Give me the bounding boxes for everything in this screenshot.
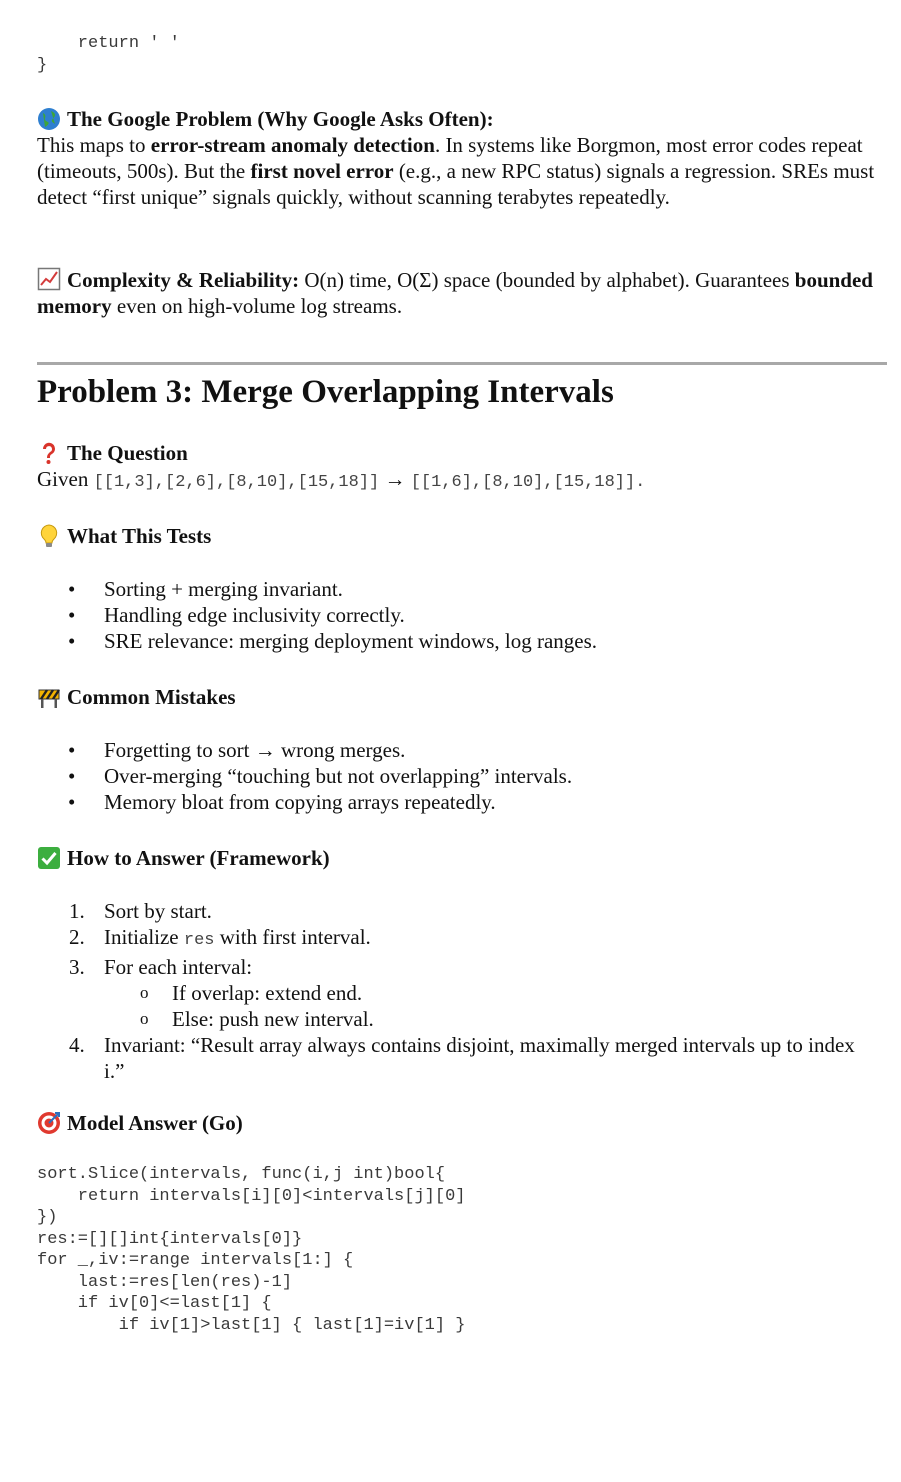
question-text — [37, 466, 887, 496]
code-inline: [[1,6],[8,10],[15,18]] — [410, 473, 636, 492]
text: . In systems like Borgmon, most error codes repeat (timeouts, 500s). But the — [37, 133, 863, 183]
code-line: return intervals[i][0]<intervals[j][0] — [37, 1186, 466, 1206]
list-item: • SRE relevance: merging deployment windows, log ranges. — [37, 628, 887, 654]
framework-section — [37, 845, 887, 1084]
model-answer-section — [37, 1110, 887, 1336]
heading-text: What This Tests — [67, 524, 212, 548]
check-mark-button-icon — [37, 846, 61, 870]
list-item: • Over-merging “touching but not overlapping” intervals. — [37, 763, 887, 789]
code-line: sort.Slice(intervals, func(i,j int)bool{ — [37, 1165, 446, 1184]
question-mark-icon — [37, 441, 61, 465]
text: O(n) time, O(Σ) space (bounded by alphabet). Guarantees — [299, 268, 795, 292]
complexity-paragraph — [37, 267, 887, 319]
complexity-heading: Complexity & Reliability: — [67, 268, 300, 292]
list-item: • Sorting + merging invariant. — [37, 576, 887, 602]
text: even on high-volume log streams. — [111, 294, 403, 318]
list-item: • Memory bloat from copying arrays repeatedly. — [37, 789, 887, 815]
list-item: • Forgetting to sort → wrong merges. — [37, 737, 887, 763]
code-line: if iv[1]>last[1] { last[1]=iv[1] } — [37, 1315, 466, 1335]
step-item — [37, 954, 887, 1032]
code-line: }) — [37, 1208, 58, 1227]
google-problem-section — [37, 106, 887, 210]
step-number: 4. — [69, 1033, 85, 1057]
step-number: 2. — [69, 925, 85, 949]
emphasis: error-stream anomaly detection — [150, 133, 435, 157]
step-item — [37, 924, 887, 954]
step-text: with first interval. — [214, 925, 371, 949]
page-title: Problem 3: Merge Overlapping Intervals — [37, 374, 614, 410]
heading-text: Model Answer (Go) — [67, 1111, 243, 1135]
heading-text: Common Mistakes — [67, 685, 236, 709]
text: (e.g., a new RPC status) signals a regression. SREs must detect “first unique” signals quickly, without scanning terabytes repeatedly. — [37, 159, 875, 209]
sub-steps — [37, 980, 887, 1032]
mistakes-section — [37, 684, 887, 815]
heading-text: How to Answer (Framework) — [67, 846, 330, 870]
step-number: 3. — [69, 955, 85, 979]
text: . — [635, 473, 646, 492]
framework-steps — [37, 898, 887, 1084]
code-line: for _,iv:=range intervals[1:] { — [37, 1251, 354, 1270]
heading-text: The Google Problem (Why Google Asks Often): — [67, 107, 494, 131]
mistakes-heading — [37, 684, 887, 710]
construction-barrier-icon — [37, 685, 61, 709]
step-text: Sort by start. — [104, 899, 212, 923]
google-problem-heading — [37, 106, 887, 132]
sub-step-item: o If overlap: extend end. — [37, 980, 887, 1006]
code-line: last:=res[len(res)-1] — [37, 1272, 293, 1292]
list-item: • Handling edge inclusivity correctly. — [37, 602, 887, 628]
emphasis: first novel error — [250, 159, 394, 183]
text: Given — [37, 467, 94, 491]
code-line: res:=[][]int{intervals[0]} — [37, 1229, 303, 1249]
step-text: Initialize — [104, 925, 184, 949]
code-line: } — [37, 55, 48, 75]
google-problem-paragraph — [37, 132, 887, 210]
chart-increasing-icon — [37, 267, 61, 291]
question-section — [37, 440, 887, 496]
problem-title-block — [37, 372, 887, 412]
step-text: Invariant: “Result array always contains disjoint, maximally merged intervals up to index i.” — [104, 1033, 855, 1083]
lightbulb-icon — [37, 524, 61, 548]
text: This maps to — [37, 133, 151, 157]
complexity-section — [37, 267, 887, 319]
step-item — [37, 898, 887, 924]
code-line: return ' ' — [37, 34, 180, 53]
step-number: 1. — [69, 899, 85, 923]
direct-hit-icon — [37, 1111, 61, 1135]
code-fragment-top — [37, 33, 887, 76]
step-item — [37, 1032, 887, 1084]
tests-list — [37, 576, 887, 654]
code-inline: [[1,3],[2,6],[8,10],[15,18]] — [93, 473, 380, 492]
mistakes-list — [37, 737, 887, 815]
tests-heading — [37, 523, 887, 549]
section-divider — [37, 362, 887, 365]
question-heading — [37, 440, 887, 466]
globe-icon — [37, 107, 61, 131]
sub-step-item: o Else: push new interval. — [37, 1006, 887, 1032]
step-text: For each interval: — [104, 955, 253, 979]
tests-section — [37, 523, 887, 654]
framework-heading — [37, 845, 887, 871]
code-block — [37, 1164, 887, 1336]
code-inline: res — [183, 931, 215, 950]
model-answer-heading — [37, 1110, 887, 1136]
arrow-text: → — [379, 467, 411, 491]
emphasis: bounded memory — [37, 268, 873, 318]
code-line: if iv[0]<=last[1] { — [37, 1294, 272, 1313]
heading-text: The Question — [67, 441, 188, 465]
